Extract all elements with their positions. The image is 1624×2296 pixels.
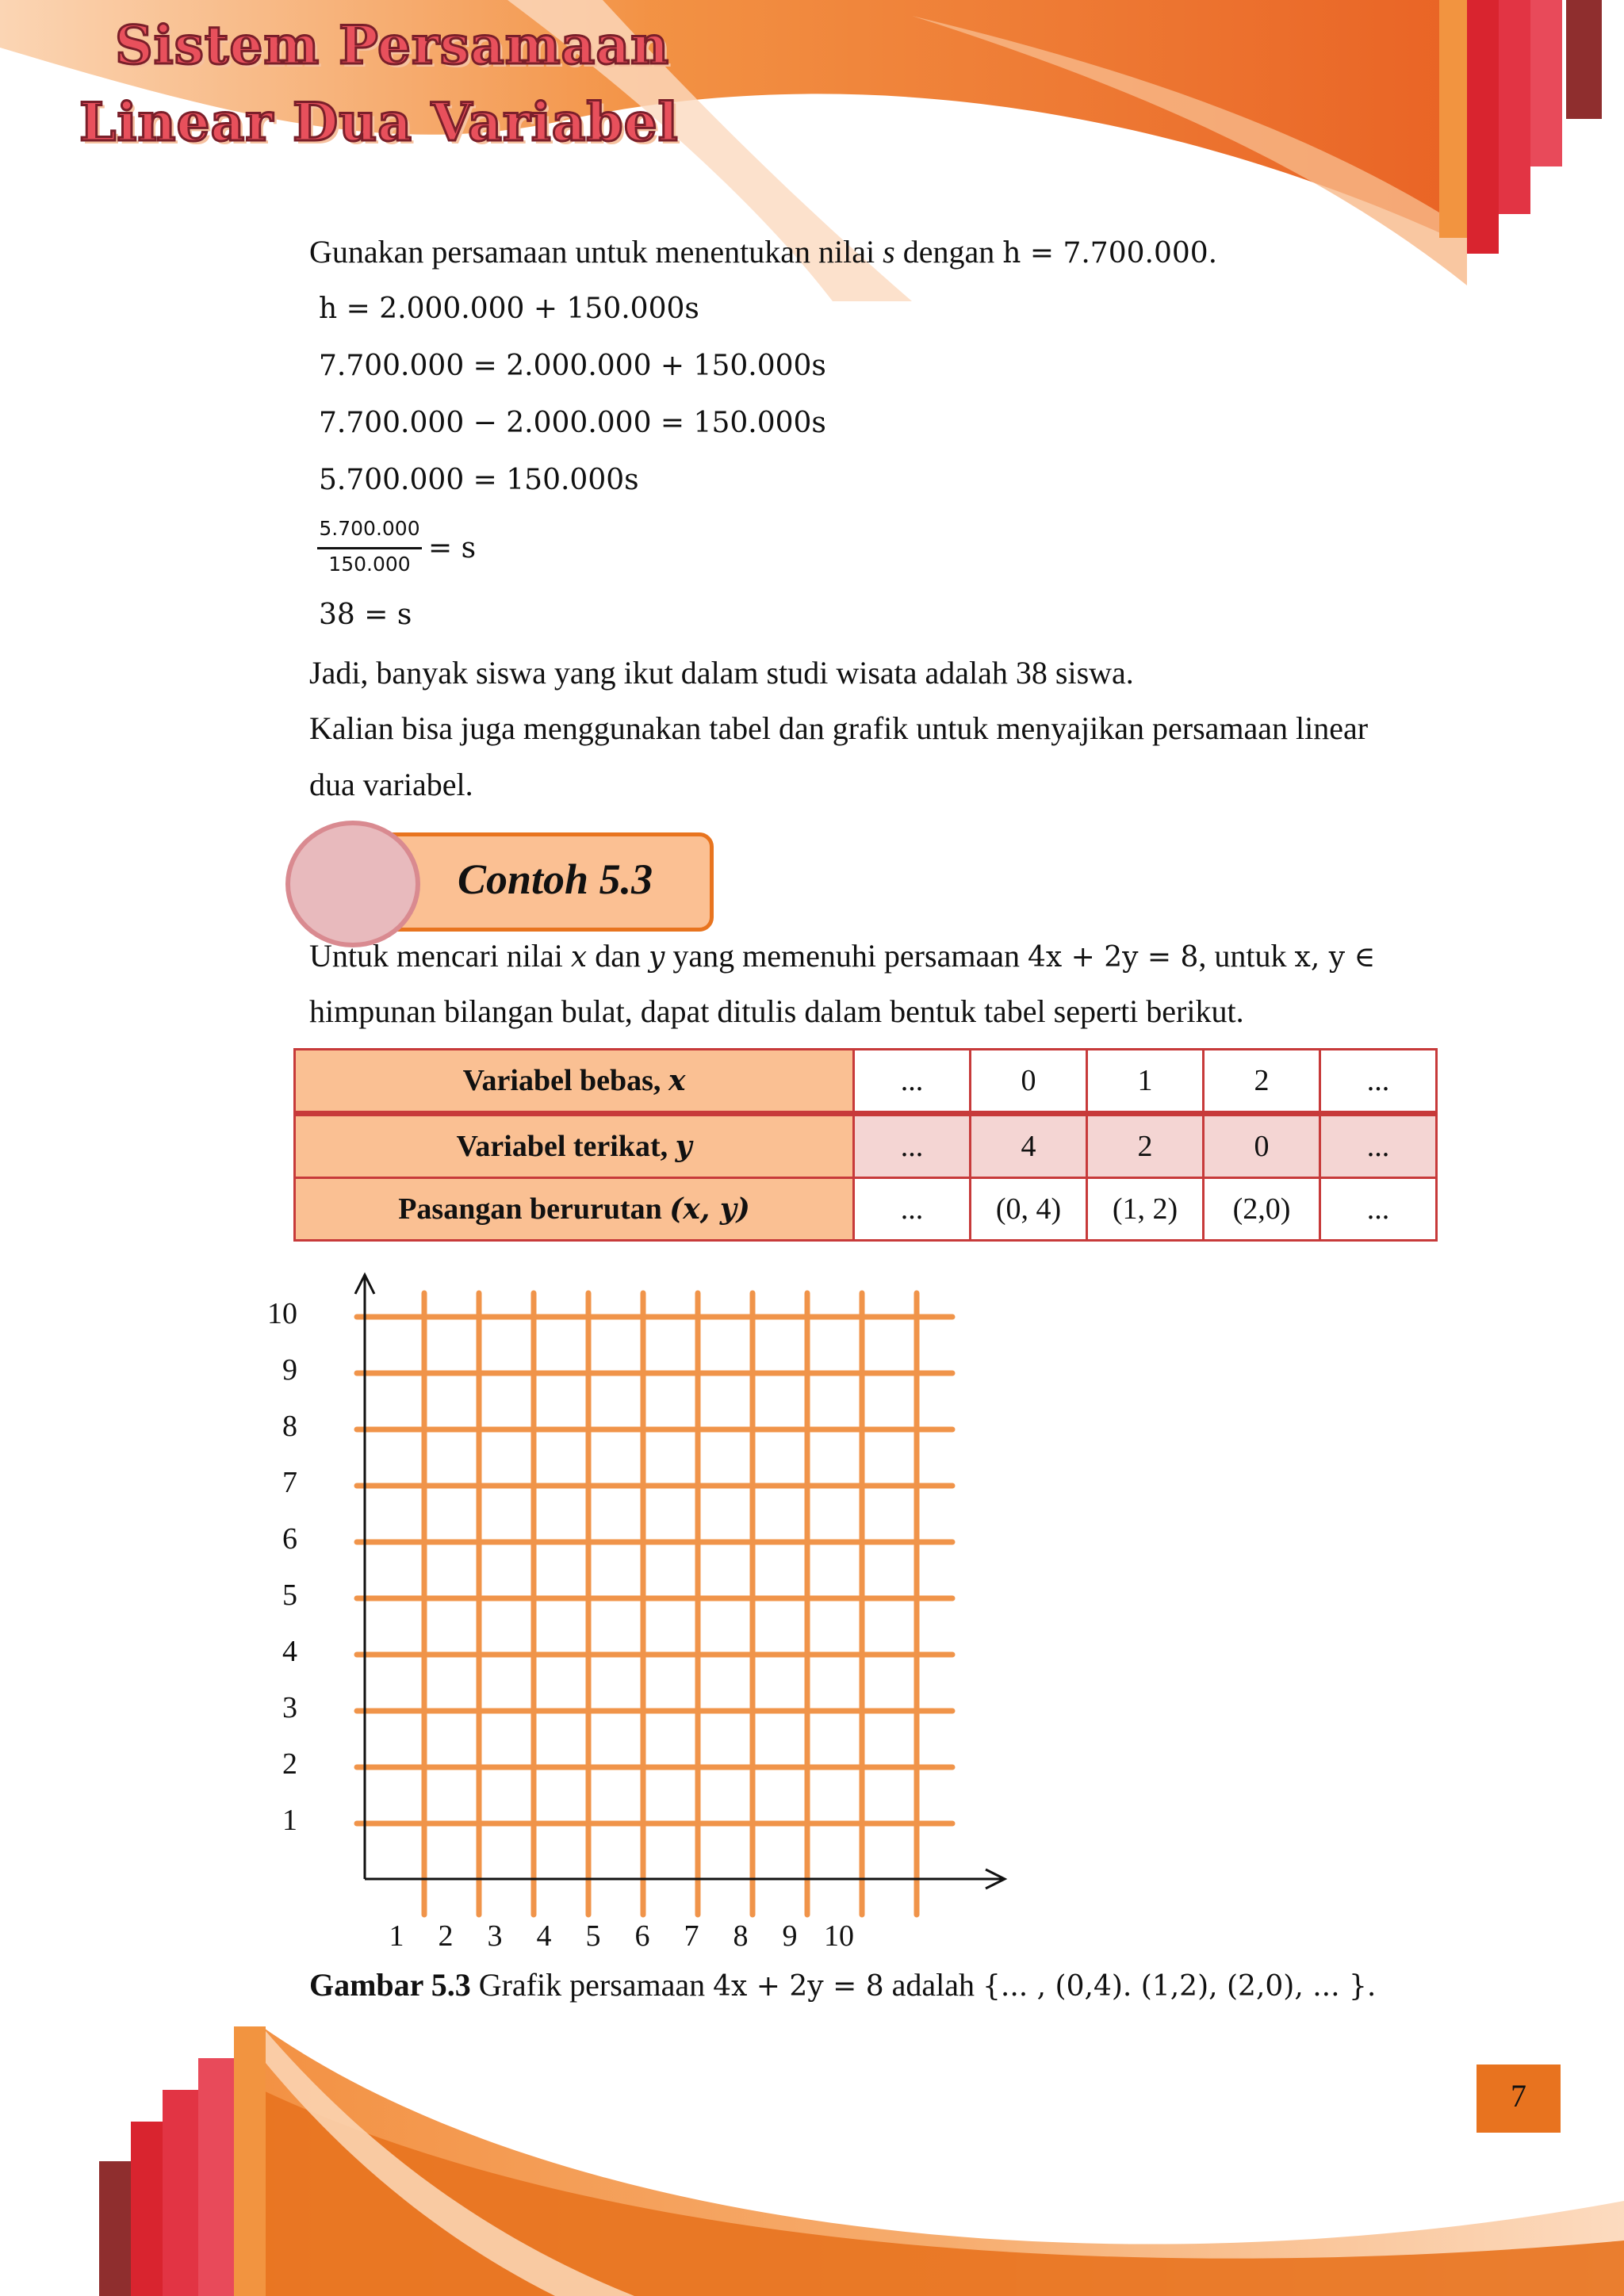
example-set: x, y ∈ — [1294, 941, 1376, 974]
table-cell: ... — [1320, 1114, 1437, 1178]
y-tick-label: 8 — [282, 1410, 297, 1443]
equation-3: 7.700.000 − 2.000.000 = 150.000s — [319, 407, 826, 439]
x-tick-label: 1 — [389, 1919, 404, 1953]
footer-banner — [0, 2026, 1624, 2296]
table-cell: 0 — [971, 1050, 1087, 1114]
intro-text-a: Gunakan persamaan untuk menentukan nilai — [309, 234, 883, 270]
y-tick-label: 5 — [282, 1578, 297, 1612]
example-line1 — [309, 928, 1375, 986]
x-tick-label: 7 — [684, 1919, 699, 1953]
table-row-header: Variabel bebas, x — [295, 1050, 854, 1114]
equation-1: h = 2.000.000 + 150.000s — [319, 293, 699, 325]
y-tick-label: 9 — [282, 1353, 297, 1387]
example-text-b: dan — [587, 938, 649, 974]
x-tick-label: 4 — [536, 1919, 552, 1953]
table-row — [295, 1114, 1437, 1178]
table-row — [295, 1050, 1437, 1114]
example-equation: 4x + 2y = 8 — [1027, 941, 1199, 974]
values-table — [293, 1048, 1438, 1242]
y-tick-label: 1 — [282, 1804, 297, 1837]
fraction-numerator: 5.700.000 — [319, 517, 420, 540]
intro-equation: h = 7.700.000. — [1002, 237, 1218, 270]
example-line2: himpunan bilangan bulat, dapat ditulis dalam bentuk tabel seperti berikut. — [309, 993, 1244, 1029]
y-tick-label: 3 — [282, 1691, 297, 1724]
example-var-y: y — [648, 941, 665, 974]
figure-caption — [309, 1966, 1376, 2003]
table-row — [295, 1178, 1437, 1241]
caption-equation: 4x + 2y = 8 — [713, 1970, 884, 2003]
table-cell: ... — [1320, 1050, 1437, 1114]
x-tick-label: 3 — [487, 1919, 503, 1953]
x-tick-label: 8 — [733, 1919, 749, 1953]
y-tick-label: 2 — [282, 1747, 297, 1781]
caption-set: {... , (0,4). (1,2), (2,0), ... }. — [982, 1970, 1377, 2003]
table-row-header: Pasangan berurutan (x, y) — [295, 1178, 854, 1241]
intro-line — [309, 224, 1217, 282]
equation-result: 38 = s — [319, 599, 412, 631]
fraction-denominator: 150.000 — [328, 553, 411, 576]
intro-var-s: s — [883, 234, 895, 270]
paragraph-line2: dua variabel. — [309, 767, 473, 802]
example-text-d: , untuk — [1198, 938, 1295, 974]
x-tick-label: 10 — [824, 1919, 854, 1953]
y-tick-label: 7 — [282, 1466, 297, 1499]
equation-2: 7.700.000 = 2.000.000 + 150.000s — [319, 350, 826, 382]
x-tick-label: 2 — [438, 1919, 454, 1953]
table-row-header: Variabel terikat, y — [295, 1114, 854, 1178]
coordinate-grid — [293, 1261, 1023, 1942]
example-text-c: yang memenuhi persamaan — [665, 938, 1028, 974]
table-cell: ... — [854, 1050, 971, 1114]
x-tick-label: 5 — [585, 1919, 601, 1953]
fraction-bar — [317, 547, 422, 549]
table-cell: (2,0) — [1204, 1178, 1320, 1241]
page-number: 7 — [1511, 2078, 1526, 2114]
caption-text: Grafik persamaan — [470, 1967, 714, 2003]
x-tick-label: 9 — [782, 1919, 798, 1953]
equation-4: 5.700.000 = 150.000s — [319, 464, 639, 496]
table-cell: 2 — [1087, 1114, 1204, 1178]
example-var-x: x — [570, 941, 588, 974]
caption-label: Gambar 5.3 — [309, 1967, 471, 2003]
example-text-a: Untuk mencari nilai — [309, 938, 571, 974]
caption-text2: adalah — [883, 1967, 982, 2003]
table-cell: ... — [854, 1114, 971, 1178]
table-cell: (0, 4) — [971, 1178, 1087, 1241]
fraction-rhs: = s — [428, 532, 477, 564]
header-title-line2: Linear Dua Variabel — [79, 91, 679, 153]
table-cell: (1, 2) — [1087, 1178, 1204, 1241]
table-cell: ... — [854, 1178, 971, 1241]
table-cell: ... — [1320, 1178, 1437, 1241]
paragraph-line1: Kalian bisa juga menggunakan tabel dan grafik untuk menyajikan persamaan linear — [309, 710, 1369, 746]
conclusion-text: Jadi, banyak siswa yang ikut dalam studi wisata adalah 38 siswa. — [309, 655, 1134, 691]
header-title-line1: Sistem Persamaan — [115, 14, 670, 76]
y-tick-label: 4 — [282, 1635, 297, 1668]
table-cell: 1 — [1087, 1050, 1204, 1114]
example-heading-label: Contoh 5.3 — [458, 855, 653, 903]
table-cell: 2 — [1204, 1050, 1320, 1114]
table-cell: 0 — [1204, 1114, 1320, 1178]
y-tick-label: 6 — [282, 1522, 297, 1556]
table-cell: 4 — [971, 1114, 1087, 1178]
x-tick-label: 6 — [634, 1919, 650, 1953]
y-tick-label: 10 — [267, 1297, 297, 1330]
intro-text-b: dengan — [894, 234, 1003, 270]
